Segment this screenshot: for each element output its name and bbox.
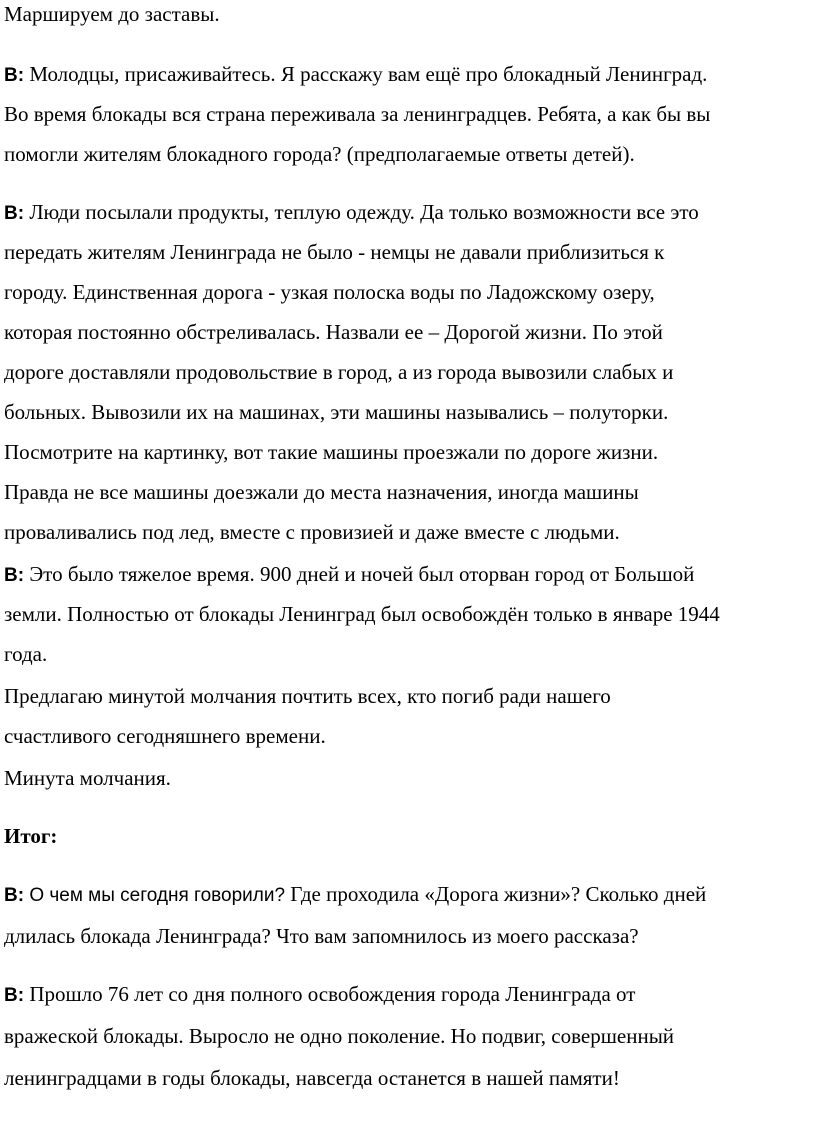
- text-line: помогли жителям блокадного города? (предполагаемые ответы детей).: [4, 142, 635, 166]
- speaker-label: В:: [4, 65, 25, 86]
- paragraph-line: [4, 722, 326, 750]
- paragraph-line: [4, 822, 57, 850]
- text-line: Люди посылали продукты, теплую одежду. Да только возможности все это: [29, 200, 699, 224]
- paragraph-line: [4, 880, 706, 910]
- paragraph-line: [4, 60, 707, 90]
- text-line: Молодцы, присаживайтесь. Я расскажу вам ещё про блокадный Ленинград.: [29, 62, 708, 86]
- paragraph-line: [4, 238, 664, 266]
- text-line: городу. Единственная дорога - узкая полоска воды по Ладожскому озеру,: [4, 280, 655, 304]
- summary-heading: Итог:: [4, 824, 58, 848]
- text-line: ленинградцами в годы блокады, навсегда останется в нашей памяти!: [4, 1066, 620, 1090]
- text-line: проваливались под лед, вместе с провизией и даже вместе с людьми.: [4, 520, 620, 544]
- paragraph-line: [4, 140, 635, 168]
- text-line: больных. Вывозили их на машинах, эти машины назывались – полуторки.: [4, 400, 669, 424]
- paragraph-line: [4, 980, 635, 1010]
- paragraph-line: [4, 1064, 620, 1092]
- paragraph-line: [4, 922, 639, 950]
- paragraph-line: [4, 600, 720, 628]
- paragraph-line: [4, 100, 710, 128]
- text-line: Маршируем до заставы.: [4, 2, 220, 26]
- text-line: Минута молчания.: [4, 766, 171, 790]
- text-line: Правда не все машины доезжали до места назначения, иногда машины: [4, 480, 639, 504]
- text-line: Прошло 76 лет со дня полного освобождения города Ленинграда от: [29, 982, 636, 1006]
- paragraph-line: [4, 560, 694, 590]
- speaker-label: В:: [4, 885, 25, 906]
- text-line: которая постоянно обстреливалась. Назвали ее – Дорогой жизни. По этой: [4, 320, 663, 344]
- paragraph-line: [4, 1022, 674, 1050]
- paragraph-line: [4, 198, 699, 228]
- paragraph-line: [4, 398, 668, 426]
- speaker-label: В:: [4, 985, 25, 1006]
- text-line: передать жителям Ленинграда не было - немцы не давали приблизиться к: [4, 240, 665, 264]
- text-line: Во время блокады вся страна переживала за ленинградцев. Ребята, а как бы вы: [4, 102, 711, 126]
- paragraph-line: [4, 682, 611, 710]
- paragraph-line: [4, 358, 673, 386]
- question-text: О чем мы сегодня говорили?: [29, 885, 286, 906]
- paragraph-line: [4, 438, 658, 466]
- text-line: земли. Полностью от блокады Ленинград был освобождён только в январе 1944: [4, 602, 720, 626]
- paragraph-line: [4, 640, 47, 668]
- paragraph-line: [4, 0, 220, 28]
- paragraph-line: [4, 764, 171, 792]
- paragraph-line: [4, 518, 620, 546]
- text-line: Предлагаю минутой молчания почтить всех, кто погиб ради нашего: [4, 684, 611, 708]
- text-line: длилась блокада Ленинграда? Что вам запомнилось из моего рассказа?: [4, 924, 639, 948]
- paragraph-line: [4, 318, 663, 346]
- text-line: вражеской блокады. Выросло не одно поколение. Но подвиг, совершенный: [4, 1024, 675, 1048]
- text-line: Где проходила «Дорога жизни»? Сколько дней: [285, 882, 707, 906]
- text-line: Это было тяжелое время. 900 дней и ночей был оторван город от Большой: [29, 562, 695, 586]
- text-line: года.: [4, 642, 48, 666]
- text-line: счастливого сегодняшнего времени.: [4, 724, 326, 748]
- paragraph-line: [4, 478, 639, 506]
- speaker-label: В:: [4, 203, 25, 224]
- speaker-label: В:: [4, 565, 25, 586]
- text-line: дороге доставляли продовольствие в город, а из города вывозили слабых и: [4, 360, 674, 384]
- text-line: Посмотрите на картинку, вот такие машины проезжали по дороге жизни.: [4, 440, 659, 464]
- paragraph-line: [4, 278, 655, 306]
